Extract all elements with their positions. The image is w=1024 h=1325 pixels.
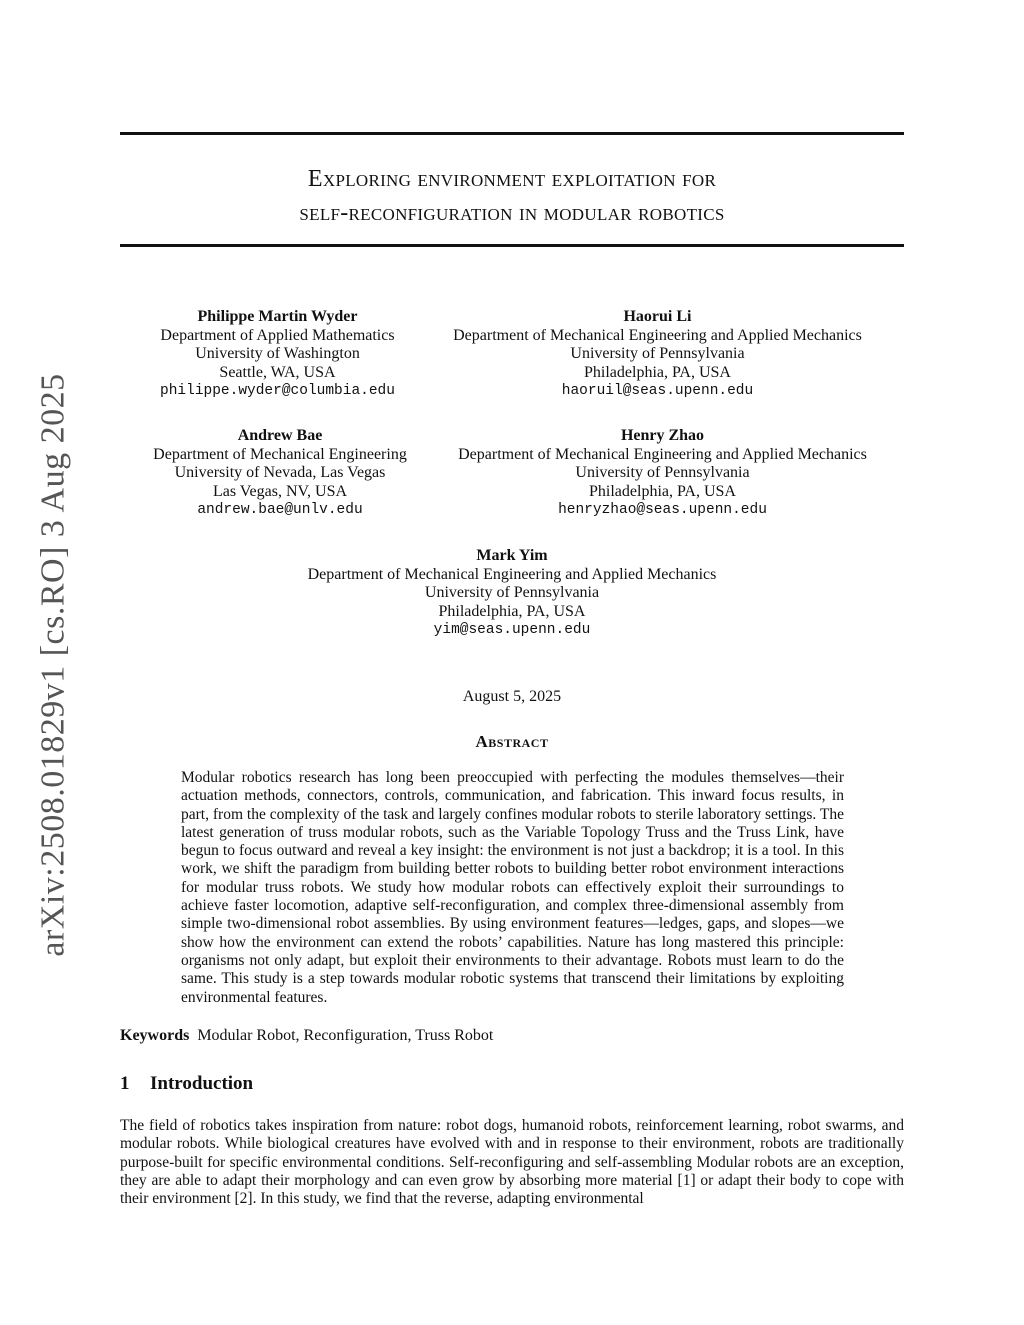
author-block-5: [270, 547, 754, 640]
author-block-4: [435, 427, 890, 520]
author-institution: University of Pennsylvania: [575, 464, 750, 481]
author-email: philippe.wyder@columbia.edu: [160, 383, 395, 399]
arxiv-id: arXiv:2508.01829v1 [cs.RO] 3 Aug 2025: [35, 372, 72, 957]
section-number: 1: [120, 1073, 130, 1094]
author-block-2: [430, 308, 885, 401]
section-title: Introduction: [150, 1073, 254, 1094]
title-bottom-rule: [120, 244, 904, 247]
author-name: Haorui Li: [623, 308, 692, 325]
author-location: Las Vegas, NV, USA: [212, 482, 348, 500]
arxiv-watermark: [35, 372, 72, 957]
keywords-label: Keywords: [120, 1027, 190, 1044]
author-department: Department of Mechanical Engineering: [153, 445, 407, 463]
author-institution: University of Pennsylvania: [424, 584, 600, 601]
author-department: Department of Mechanical Engineering and Applied Mechanics: [307, 565, 717, 583]
author-name: Philippe Martin Wyder: [197, 308, 358, 325]
section-heading: [120, 1073, 253, 1095]
author-block-1: [140, 308, 415, 401]
author-location: Philadelphia, PA, USA: [584, 363, 731, 381]
author-department: Department of Mechanical Engineering and Applied Mechanics: [453, 326, 862, 344]
author-email: andrew.bae@unlv.edu: [197, 502, 363, 518]
title-top-rule: [120, 132, 904, 135]
paper-date: August 5, 2025: [462, 688, 562, 705]
author-institution: University of Washington: [195, 345, 360, 362]
abstract-heading: Abstract: [475, 732, 549, 751]
keywords-text: Modular Robot, Reconfiguration, Truss Robot: [197, 1027, 494, 1044]
author-institution: University of Pennsylvania: [570, 345, 745, 362]
author-name: Mark Yim: [476, 547, 548, 564]
keywords: [120, 1027, 493, 1045]
intro-paragraph: The field of robotics takes inspiration from nature: robot dogs, humanoid robots, reinforcement learning, robot swarms, and modular robots. While biological creatures have evolved with and in response to their environment, robots are traditionally purpose-built for specific environmental conditions. Self-reconfiguring and self-assembling Modular robots are an exception, they are able to adapt their morphology and can even grow by absorbing more material [1] or adapt their body to cope with their environment [2]. In this study, we find that the reverse, adapting environmental: [120, 1117, 904, 1208]
author-location: Seattle, WA, USA: [219, 363, 336, 381]
author-department: Department of Mechanical Engineering and Applied Mechanics: [458, 445, 867, 463]
author-location: Philadelphia, PA, USA: [438, 602, 586, 620]
author-email: henryzhao@seas.upenn.edu: [558, 502, 767, 518]
paper-title-line-2: self-reconfiguration in modular robotics: [299, 200, 725, 226]
author-location: Philadelphia, PA, USA: [589, 482, 736, 500]
author-institution: University of Nevada, Las Vegas: [174, 464, 386, 481]
author-name: Andrew Bae: [237, 427, 323, 444]
author-email: yim@seas.upenn.edu: [433, 622, 591, 638]
author-block-3: [140, 427, 420, 520]
abstract-text: Modular robotics research has long been preoccupied with perfecting the modules themselves—their actuation methods, connectors, controls, communication, and fabrication. This inward focus results, in part, from the complexity of the task and largely confines modular robots to sterile laboratory settings. The latest generation of truss modular robots, such as the Variable Topology Truss and the Truss Link, have begun to focus outward and reveal a key insight: the environment is not just a backdrop; it is a tool. In this work, we shift the paradigm from building better robots to building better robot environment interactions for modular truss robots. We study how modular robots can effectively exploit their surroundings to achieve faster locomotion, adaptive self-reconfiguration, and complex three-dimensional assembly from simple two-dimensional robot assemblies. By using environment features—ledges, gaps, and slopes—we show how the environment can extend the robots’ capabilities. Nature has long mastered this principle: organisms not only adapt, but exploit their environments to their advantage. Robots must learn to do the same. This study is a step towards modular robotic systems that transcend their limitations by exploiting environmental features.: [181, 769, 844, 1006]
paper-title-line-1: Exploring environment exploitation for: [307, 166, 717, 192]
author-email: haoruil@seas.upenn.edu: [561, 383, 754, 399]
author-department: Department of Applied Mathematics: [160, 326, 395, 344]
author-name: Henry Zhao: [620, 427, 705, 444]
